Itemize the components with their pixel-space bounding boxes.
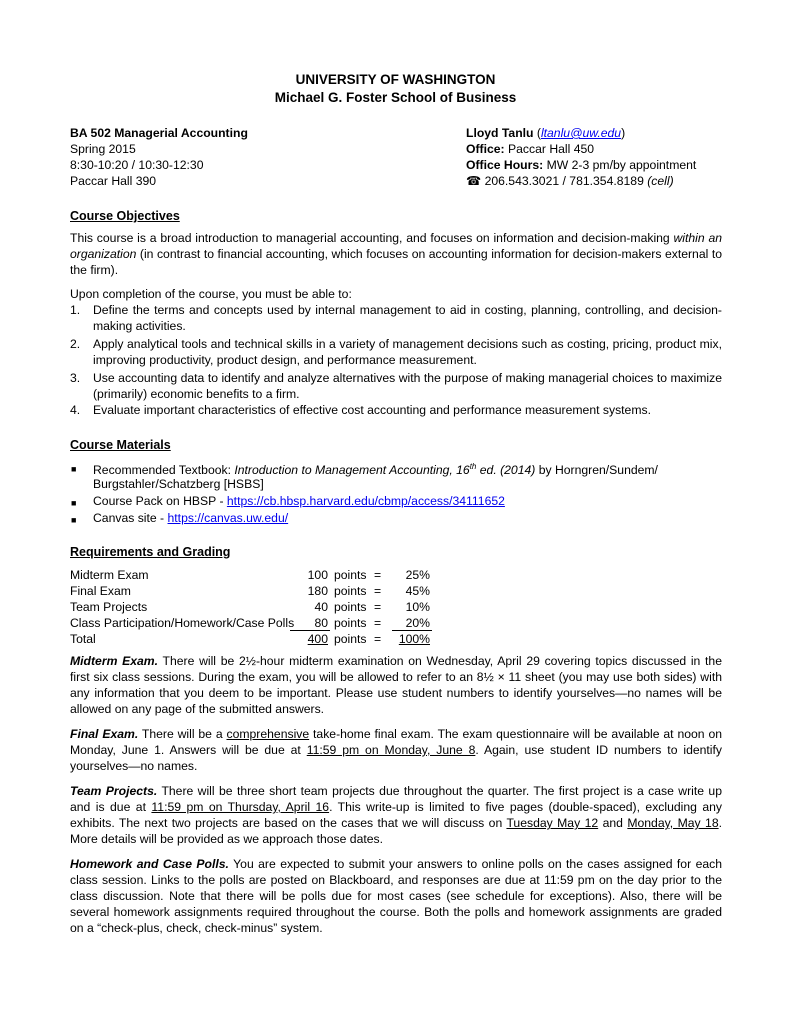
grading-unit: points <box>334 616 367 630</box>
objective-item: Use accounting data to identify and analyze alternatives with the purpose of making managerial choices to maximize (primarily) economic benefits to a firm. <box>93 371 722 401</box>
projects-date: Monday, May 18 <box>627 816 719 830</box>
grading-row <box>70 567 450 583</box>
grading-equals: = <box>374 600 382 614</box>
canvas-label: Canvas site - <box>93 511 168 525</box>
grading-total-row <box>70 631 450 647</box>
grading-points: 100 <box>307 568 328 582</box>
office-hours-value: MW 2-3 pm/by appointment <box>546 158 697 172</box>
final-text: There will be a <box>138 727 227 741</box>
grading-unit: points <box>334 584 367 598</box>
instructor-name: Lloyd Tanlu <box>466 126 534 140</box>
grading-unit: points <box>334 600 367 614</box>
projects-text: . This write-up is limited to five pages (double-spaced), excluding any exhibits. The next two projects are based on the cases that we will discuss on <box>70 800 723 830</box>
course-room: Paccar Hall 390 <box>70 174 157 188</box>
objectives-intro <box>70 230 722 278</box>
textbook-superscript: th <box>469 462 477 471</box>
intro-text-a: This course is a broad introduction to managerial accounting, and focuses on information and decision-making <box>70 231 674 245</box>
grading-row <box>70 615 450 631</box>
objective-item: Apply analytical tools and technical skills in a variety of management decisions such as costing, pricing, product mix, improving productivity, product design, and performance measurement. <box>93 337 722 367</box>
grading-points: 400 <box>307 632 328 646</box>
grading-unit: points <box>334 632 367 646</box>
phone-line <box>466 173 674 189</box>
grading-points: 180 <box>307 584 328 598</box>
grading-label: Total <box>70 632 96 646</box>
bullet-icon: ■ <box>71 464 77 474</box>
grading-heading: Requirements and Grading <box>70 545 231 559</box>
grading-points: 40 <box>314 600 328 614</box>
instructor-name-line: Lloyd Tanlu (ltanlu@uw.edu) <box>466 126 626 140</box>
projects-label: Team Projects. <box>70 784 158 798</box>
grading-label: Team Projects <box>70 600 148 614</box>
office-hours-label: Office Hours: <box>466 158 544 172</box>
phone-note: (cell) <box>647 174 674 188</box>
projects-text: There will be three short team projects due throughout the quarter. The first project is a case write up and is due at <box>70 784 722 814</box>
final-label: Final Exam. <box>70 727 139 741</box>
midterm-paragraph <box>70 653 722 717</box>
final-text: take-home final exam. The exam questionnaire will be available at noon on Monday, June 1. Answers will be due at <box>70 727 722 757</box>
textbook-title-text: Introduction to Management Accounting, 16 <box>234 463 470 478</box>
objective-number: 2. <box>70 337 81 351</box>
projects-due-date: 11:59 pm on Thursday, April 16 <box>151 800 330 814</box>
canvas-link[interactable]: https://canvas.uw.edu/ <box>167 511 289 525</box>
objective-number: 3. <box>70 371 81 385</box>
course-title: BA 502 Managerial Accounting <box>70 126 248 140</box>
homework-paragraph <box>70 856 722 936</box>
projects-text: and <box>598 816 628 830</box>
phone-icon: ☎ <box>466 174 482 188</box>
school-title: Michael G. Foster School of Business <box>274 90 517 105</box>
grading-percent: 100% <box>398 632 430 646</box>
textbook-title <box>234 463 535 477</box>
bullet-icon: ■ <box>71 498 77 508</box>
grading-label: Class Participation/Homework/Case Polls <box>70 616 295 630</box>
final-emphasis: comprehensive <box>226 727 310 741</box>
projects-paragraph <box>70 783 722 847</box>
materials-heading: Course Materials <box>70 438 171 452</box>
coursepack-label: Course Pack on HBSP - <box>93 494 227 508</box>
textbook-authors: by Horngren/Sundem/ <box>535 463 658 478</box>
instructor-email-link[interactable]: ltanlu@uw.edu <box>540 126 622 140</box>
objectives-heading: Course Objectives <box>70 209 180 223</box>
course-term: Spring 2015 <box>70 142 136 156</box>
grading-percent: 25% <box>405 568 430 582</box>
office-value: Paccar Hall 450 <box>508 142 595 156</box>
office-line <box>466 141 594 157</box>
phone-numbers: 206.543.3021 / 781.354.8189 <box>484 174 644 188</box>
grading-points: 80 <box>314 616 328 630</box>
coursepack-link[interactable]: https://cb.hbsp.harvard.edu/cbmp/access/34111652 <box>226 494 505 508</box>
objective-item: Define the terms and concepts used by internal management to aid in costing, planning, controlling, and decision-making activities. <box>93 303 722 333</box>
final-due-date: 11:59 pm on Monday, June 8 <box>306 743 476 757</box>
textbook-label: Recommended Textbook: <box>93 463 235 478</box>
office-label: Office: <box>466 142 505 156</box>
midterm-text: There will be 2½-hour midterm examination on Wednesday, April 29 covering topics discussed in the first six class sessions. During the exam, you will be allowed to refer to an 8½ × 11 sheet (you may use both sides) with any information that you deem to be important. Please use student numbers to identify yourselves—no names will be allowed on any page of the submitted answers. <box>70 654 722 716</box>
projects-date: Tuesday May 12 <box>506 816 599 830</box>
final-paragraph <box>70 726 722 774</box>
grading-equals: = <box>374 616 382 630</box>
objective-number: 1. <box>70 303 81 317</box>
projects-text: . More details will be provided as we approach those dates. <box>70 816 722 846</box>
coursepack-line <box>93 493 505 509</box>
grading-equals: = <box>374 584 382 598</box>
final-text: . Again, use student ID numbers to identify yourselves—no names. <box>70 743 722 773</box>
university-title: UNIVERSITY OF WASHINGTON <box>295 72 496 87</box>
grading-equals: = <box>374 568 382 582</box>
homework-label: Homework and Case Polls. <box>70 857 229 871</box>
grading-percent: 45% <box>405 584 430 598</box>
intro-text-emphasis: within an organization <box>70 231 722 261</box>
bullet-icon: ■ <box>71 515 77 525</box>
grading-unit: points <box>334 568 367 582</box>
grading-row <box>70 583 450 599</box>
grading-percent: 20% <box>405 616 430 630</box>
objective-item: Evaluate important characteristics of effective cost accounting and performance measurement systems. <box>93 403 651 417</box>
textbook-edition: ed. (2014) <box>476 463 536 478</box>
midterm-label: Midterm Exam. <box>70 654 159 668</box>
grading-row <box>70 599 450 615</box>
homework-text: You are expected to submit your answers to online polls on the cases assigned for each class session. Links to the polls are posted on Blackboard, and responses are due at 11:59 pm on the day prior to the class discussion. Note that there will be polls due for most cases (see schedule for exceptions). Also, there will be several homework assignments required throughout the course. Both the polls and homework assignments are graded on a “check-plus, check, check-minus” system. <box>70 857 723 935</box>
grading-equals: = <box>374 632 382 646</box>
textbook-authors-cont: Burgstahler/Schatzberg [HSBS] <box>93 477 264 491</box>
intro-text-c: (in contrast to financial accounting, which focuses on accounting information for decision-makers external to the firm). <box>70 247 722 277</box>
objective-number: 4. <box>70 403 81 417</box>
course-times: 8:30-10:20 / 10:30-12:30 <box>70 158 204 172</box>
grading-percent: 10% <box>405 600 430 614</box>
objectives-lead: Upon completion of the course, you must be able to: <box>70 287 352 301</box>
grading-label: Midterm Exam <box>70 568 149 582</box>
office-hours-line <box>466 157 696 173</box>
canvas-line <box>93 510 288 526</box>
grading-label: Final Exam <box>70 584 131 598</box>
